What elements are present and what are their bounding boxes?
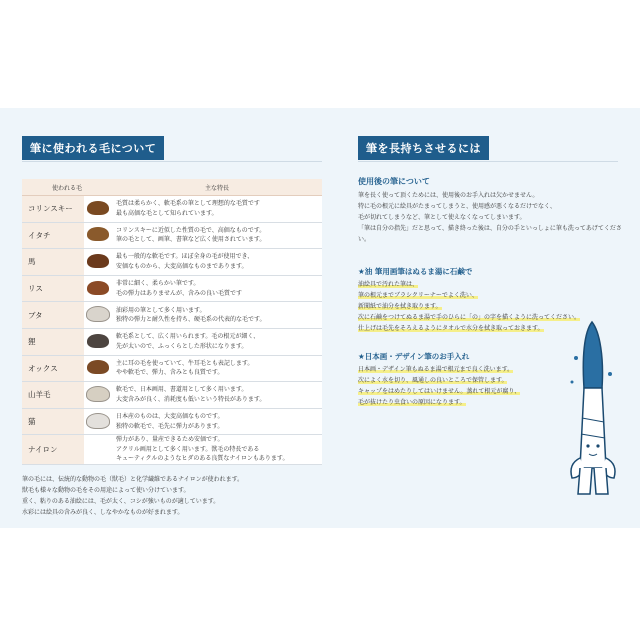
animal-cell bbox=[84, 196, 112, 223]
text-line: キャップをはめたりしてはいけません。蒸れて根元が腐り、 bbox=[358, 388, 521, 395]
weasel-icon bbox=[87, 227, 109, 241]
design-brush-text bbox=[358, 364, 558, 408]
hair-description: 最も一般的な軟毛です。ほぼ全身の毛が使用でき、 安価なものから、大変高価なものまであります。 bbox=[112, 249, 322, 276]
hair-name: 狸 bbox=[22, 328, 84, 355]
table-row bbox=[22, 382, 322, 409]
ox-icon bbox=[87, 360, 109, 374]
text-line: 筆の根元までブラシクリーナーでよく洗い、 bbox=[358, 292, 478, 299]
brush-hair-table bbox=[22, 179, 322, 465]
left-footnote bbox=[22, 474, 322, 518]
goat-icon bbox=[86, 386, 110, 402]
table-row bbox=[22, 328, 322, 355]
raccoon-dog-icon bbox=[87, 334, 109, 348]
footnote-line: 重く、粘りのある油絵には、毛が太く、コシが強いものが適しています。 bbox=[22, 498, 220, 505]
animal-cell bbox=[84, 435, 112, 465]
hair-name: リス bbox=[22, 275, 84, 302]
text-line: 次によく水を切り、風通しの良いところで保管します。 bbox=[358, 377, 508, 384]
hair-description: 毛質は柔らかく、軟毛系の筆として理想的な毛質です 最も高価な毛として知られています。 bbox=[112, 196, 322, 223]
right-section-title: 筆を長持ちさせるには bbox=[358, 136, 489, 160]
pig-icon bbox=[86, 306, 110, 322]
table-header-features: 主な特長 bbox=[112, 179, 322, 196]
hair-name: 猫 bbox=[22, 408, 84, 435]
table-row bbox=[22, 249, 322, 276]
hair-description: 主に耳の毛を使っていて、牛耳毛とも表記します。 やや軟毛で、弾力、含みとも良質です。 bbox=[112, 355, 322, 382]
hair-name: イタチ bbox=[22, 222, 84, 249]
cat-icon bbox=[86, 413, 110, 429]
hair-name: 山羊毛 bbox=[22, 382, 84, 409]
table-row bbox=[22, 196, 322, 223]
text-line: 「筆は自分の指先」だと思って、描き終った後は、自分の手といっしょに筆も洗ってあげてください。 bbox=[358, 225, 622, 243]
animal-cell bbox=[84, 222, 112, 249]
animal-cell bbox=[84, 408, 112, 435]
table-row bbox=[22, 435, 322, 465]
table-row bbox=[22, 222, 322, 249]
left-section-title: 筆に使われる毛について bbox=[22, 136, 164, 160]
right-title-rule bbox=[358, 161, 618, 162]
animal-cell bbox=[84, 249, 112, 276]
hair-description: 非常に細く、柔らかい筆です。 毛の弾力はありませんが、含みの良い毛質です bbox=[112, 275, 322, 302]
text-line: 毛が抜けたり虫食いの原因になります。 bbox=[358, 399, 466, 406]
squirrel-icon bbox=[87, 281, 109, 295]
animal-cell bbox=[84, 275, 112, 302]
hair-description: 油彩用の筆として多く用います。 独特の弾力と耐久性を持ち、硬毛系の代表的な毛です。 bbox=[112, 302, 322, 329]
text-line: 油絵具で汚れた筆は、 bbox=[358, 281, 419, 288]
footnote-line: 筆の毛には、伝統的な動物の毛（獣毛）と化学繊維であるナイロンが使われます。 bbox=[22, 476, 244, 483]
text-line: 新聞紙で油分を拭き取ります。 bbox=[358, 303, 442, 310]
animal-cell bbox=[84, 382, 112, 409]
animal-cell bbox=[84, 355, 112, 382]
hair-name: 馬 bbox=[22, 249, 84, 276]
hair-description: 弾力があり、量産できるため安価です。 アクリル画用として多く用います。獣毛の特長である キューティクルのようなヒダのある良質なナイロンもあります。 bbox=[112, 435, 322, 465]
text-line: 次に石鹸をつけてぬるま湯で手のひらに「の」の字を描くように洗ってください。 bbox=[358, 314, 581, 321]
text-line: 筆を長く使って頂くためには、使用後のお手入れは欠かせません。 bbox=[358, 192, 539, 199]
table-row bbox=[22, 302, 322, 329]
hair-name: コリンスキー bbox=[22, 196, 84, 223]
weasel-icon bbox=[87, 201, 109, 215]
text-line: 日本画・デザイン筆もぬるま湯で根元まで良く洗います。 bbox=[358, 366, 514, 373]
hair-description: 軟毛系として、広く用いられます。毛の根元が細く、 先が太いので、ふっくらとした形状になります。 bbox=[112, 328, 322, 355]
hair-name: ブタ bbox=[22, 302, 84, 329]
animal-cell bbox=[84, 328, 112, 355]
design-brush-heading: ★日本画・デザイン筆のお手入れ bbox=[358, 352, 470, 361]
hair-description: 日本産のものは、大変高価なものです。 独特の軟毛で、毛先に弾力があります。 bbox=[112, 408, 322, 435]
text-line: 毛が切れてしまうなど、筆として使えなくなってしまいます。 bbox=[358, 214, 526, 221]
hair-name: オックス bbox=[22, 355, 84, 382]
hair-description: 軟毛で、日本画用、書道用として多く用います。 大変含みが良く、消耗度も低いという特長があります。 bbox=[112, 382, 322, 409]
horse-icon bbox=[87, 254, 109, 268]
text-line: 仕上げは毛先をそろえるようにタオルで水分を拭き取っておきます。 bbox=[358, 325, 544, 332]
text-line: 特に毛の根元に絵具がたまってしまうと、使用感が悪くなるだけでなく、 bbox=[358, 203, 556, 210]
table-row bbox=[22, 408, 322, 435]
hair-description: コリンスキーに近似した性質の毛で、高価なものです。 筆の毛として、画筆、書筆など広く使用されています。 bbox=[112, 222, 322, 249]
table-row bbox=[22, 275, 322, 302]
after-use-heading: 使用後の筆について bbox=[358, 177, 430, 186]
footnote-line: 水彩には絵具の含みが良く、しなやかなものが好まれます。 bbox=[22, 509, 184, 516]
footnote-line: 獣毛も様々な動物の毛をその用途によって使い分けています。 bbox=[22, 487, 190, 494]
left-title-rule bbox=[22, 161, 322, 162]
brush-mascot-icon bbox=[562, 318, 624, 508]
oil-brush-heading: ★油 筆用画筆はぬるま湯に石鹸で bbox=[358, 267, 473, 276]
table-header-hair: 使われる毛 bbox=[22, 179, 112, 196]
hair-name: ナイロン bbox=[22, 435, 84, 465]
after-use-text bbox=[358, 190, 628, 245]
table-row bbox=[22, 355, 322, 382]
animal-cell bbox=[84, 302, 112, 329]
table-header-row bbox=[22, 179, 322, 196]
